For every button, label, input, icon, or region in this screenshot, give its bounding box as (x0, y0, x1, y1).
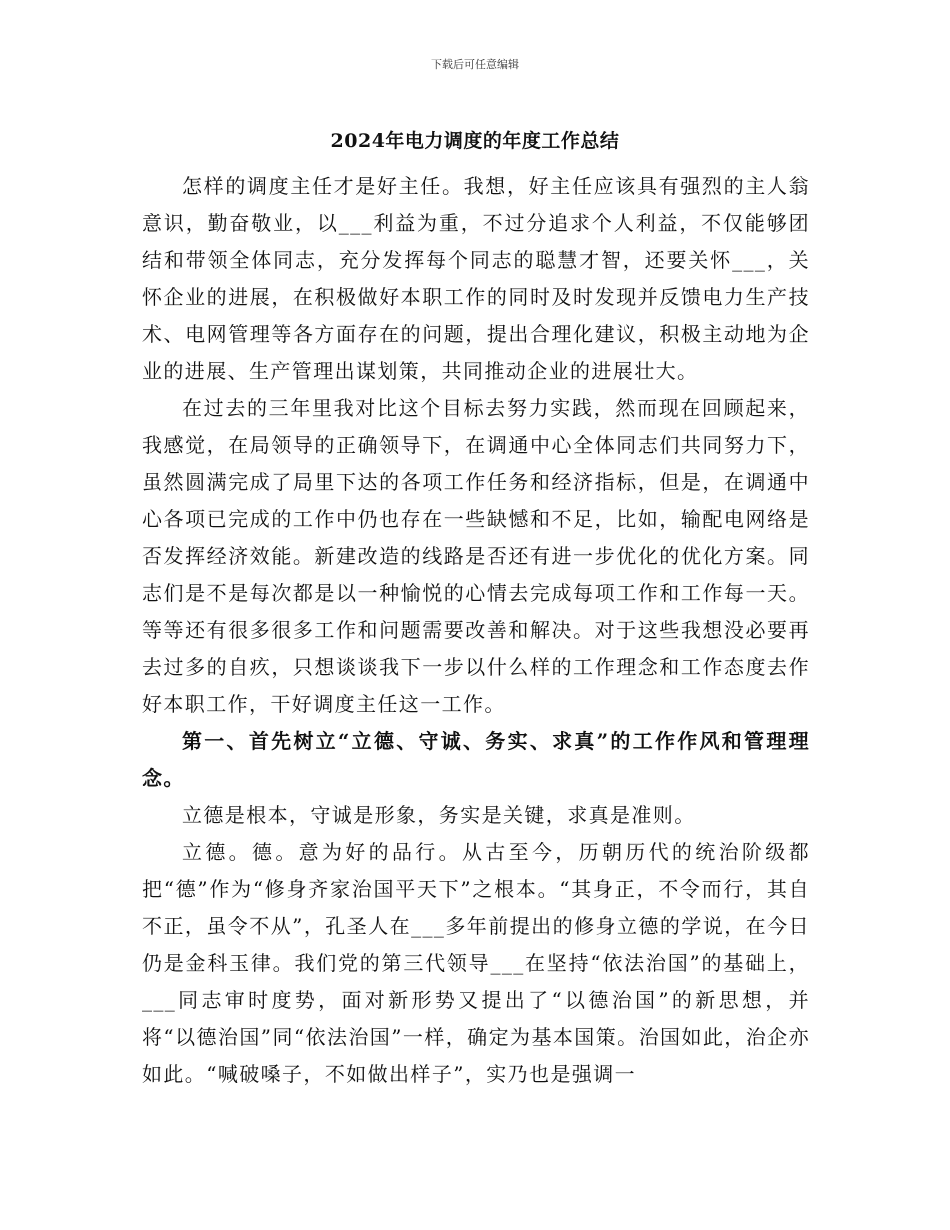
header-note: 下载后可任意编辑 (431, 58, 519, 71)
paragraph-principles: 立德是根本，守诚是形象，务实是关键，求真是准则。 (182, 803, 696, 827)
document-title: 2024年电力调度的年度工作总结 (330, 130, 620, 152)
paragraph-intro: 怎样的调度主任才是好主任。我想，好主任应该具有强烈的主人翁意识，勤奋敬业，以___利益为重，不过分追求个人利益，不仅能够团结和带领全体同志，充分发挥每个同志的聪慧才智，还要关怀___，关怀企业的进展，在积极做好本职工作的同时及时发现并反馈电力生产技术、电网管理等各方面存在的问题，提出合理化建议，积极主动地为企业的进展、生产管理出谋划策，共同推动企业的进展壮大。 (142, 174, 810, 383)
section-heading-first: 第一、首先树立“立德、守诚、务实、求真”的工作作风和管理理念。 (142, 729, 810, 790)
paragraph-review: 在过去的三年里我对比这个目标去努力实践，然而现在回顾起来，我感觉，在局领导的正确领导下，在调通中心全体同志们共同努力下，虽然圆满完成了局里下达的各项工作任务和经济指标，但是，在调通中心各项已完成的工作中仍也存在一些缺憾和不足，比如，输配电网络是否发挥经济效能。新建改造的线路是否还有进一步优化的优化方案。同志们是不是每次都是以一种愉悦的心情去完成每项工作和工作每一天。等等还有很多很多工作和问题需要改善和解决。对于这些我想没必要再去过多的自疚，只想谈谈我下一步以什么样的工作理念和工作态度去作好本职工作，干好调度主任这一工作。 (142, 396, 810, 716)
document-body (142, 168, 810, 1093)
paragraph-virtue: 立德。德。意为好的品行。从古至今，历朝历代的统治阶级都把“德”作为“修身齐家治国平天下”之根本。“其身正，不令而行，其自不正，虽令不从”，孔圣人在___多年前提出的修身立德的学说，在今日仍是金科玉律。我们党的第三代领导___在坚持“依法治国”的基础上，___同志审时度势，面对新形势又提出了“以德治国”的新思想，并将“以德治国”同“依法治国”一样，确定为基本国策。治国如此，治企亦如此。“喊破嗓子，不如做出样子”，实乃也是强调一 (142, 840, 810, 1086)
